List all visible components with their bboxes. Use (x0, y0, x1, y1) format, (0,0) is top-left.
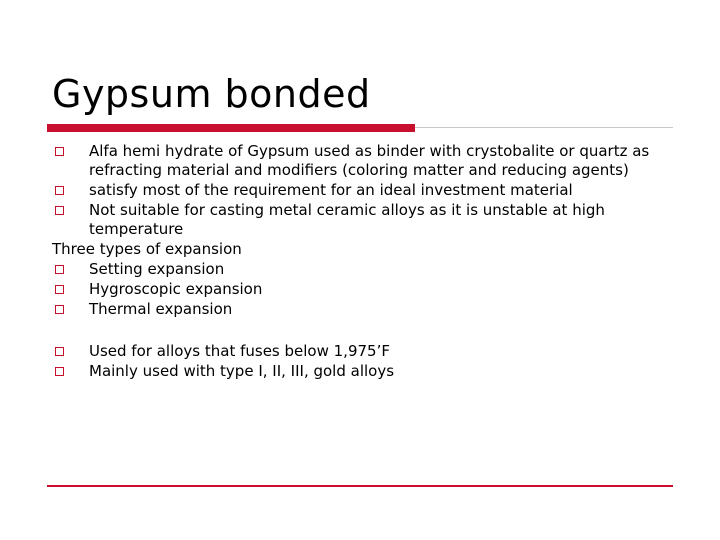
list-item (52, 362, 672, 381)
list-item (52, 280, 672, 299)
list-item (52, 300, 672, 319)
section-label-text: Three types of expansion (52, 240, 242, 258)
list-item (52, 260, 672, 279)
list-item-text: Alfa hemi hydrate of Gypsum used as binder with crystobalite or quartz as refracting material and modifiers (coloring matter and reducing agents) (89, 142, 650, 179)
square-bullet-icon (55, 147, 64, 156)
section-label (52, 240, 672, 259)
title-underline-accent (47, 124, 415, 132)
square-bullet-icon (55, 186, 64, 195)
slide-body (52, 142, 672, 382)
list-item-text: Not suitable for casting metal ceramic alloys as it is unstable at high temperature (89, 201, 605, 238)
list-item-text: Mainly used with type I, II, III, gold alloys (89, 362, 395, 380)
spacer (52, 320, 672, 342)
list-item-text: Setting expansion (89, 260, 225, 278)
square-bullet-icon (55, 367, 64, 376)
square-bullet-icon (55, 206, 64, 215)
list-item (52, 342, 672, 361)
square-bullet-icon (55, 347, 64, 356)
title-underline-rule (415, 127, 673, 128)
footer-rule (47, 485, 673, 487)
square-bullet-icon (55, 265, 64, 274)
list-item-text: satisfy most of the requirement for an ideal investment material (89, 181, 573, 199)
list-item-text: Thermal expansion (89, 300, 233, 318)
list-item (52, 181, 672, 200)
slide-title: Gypsum bonded (52, 72, 371, 116)
list-item (52, 201, 672, 239)
list-item-text: Used for alloys that fuses below 1,975’F (89, 342, 390, 360)
list-item (52, 142, 672, 180)
list-item-text: Hygroscopic expansion (89, 280, 263, 298)
square-bullet-icon (55, 305, 64, 314)
square-bullet-icon (55, 285, 64, 294)
